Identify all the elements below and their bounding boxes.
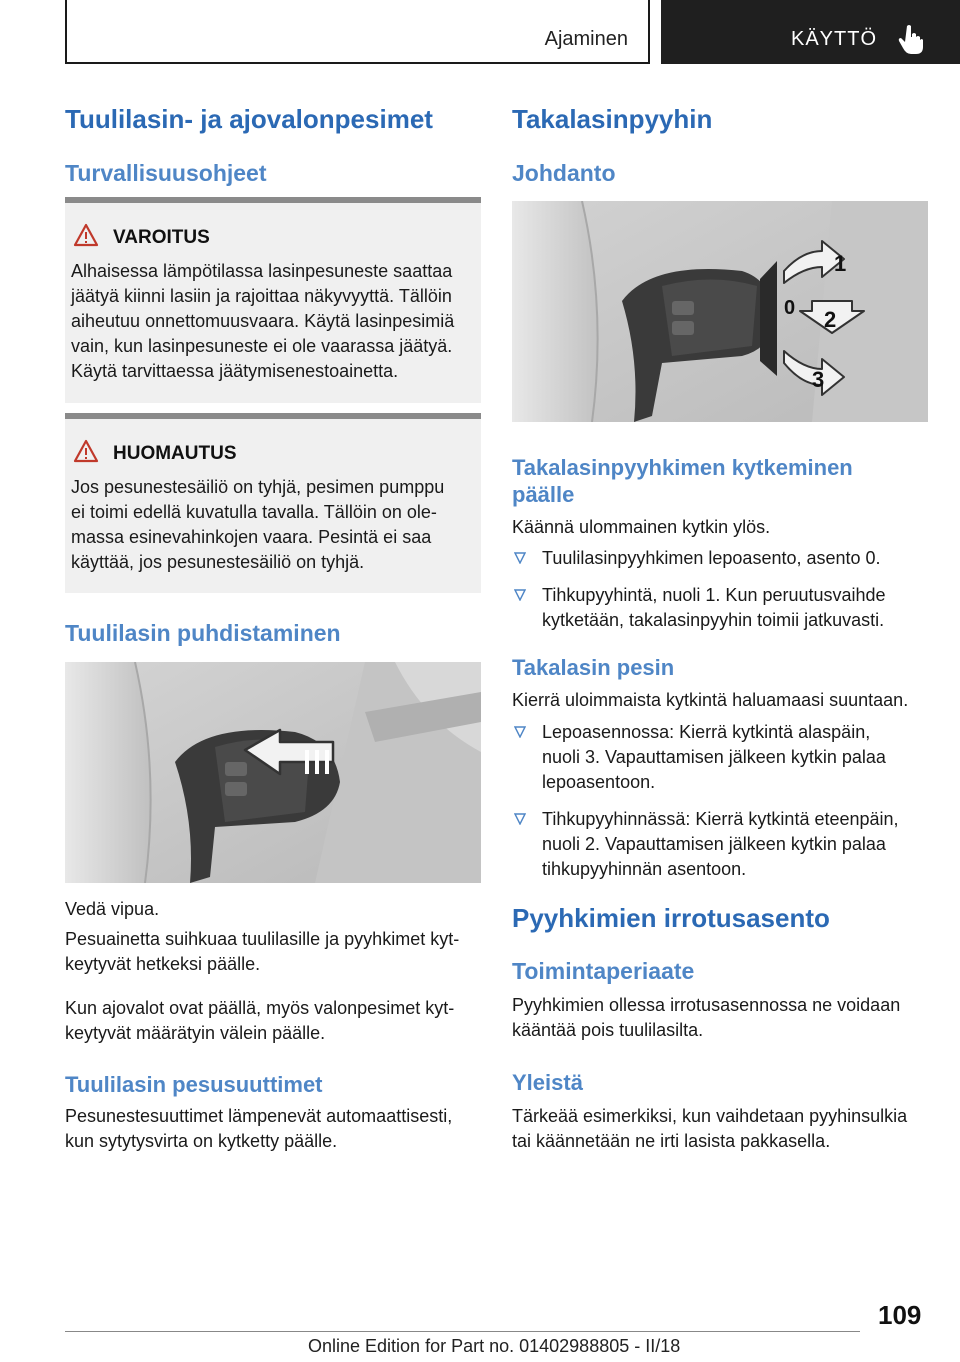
header-section-tab	[65, 0, 650, 64]
warning-line: Alhaisessa lämpötilassa lasinpesuneste saattaa	[71, 261, 453, 281]
rear-wiper-illustration	[512, 201, 928, 422]
nozzles-text	[65, 1104, 481, 1154]
heading-line: Takalasinpyyhkimen kytkeminen	[512, 455, 853, 480]
list-item-line: nuoli 3. Vapauttamisen jälkeen kytkin palaa	[542, 747, 886, 767]
cleaning-step: Vedä vipua.	[65, 899, 160, 919]
footer-divider	[65, 1331, 860, 1332]
text-line: keytyvät hetkeksi päälle.	[65, 954, 261, 974]
position-label-0: 0	[784, 297, 796, 319]
text-line: Tärkeää esimerkiksi, kun vaihdetaan pyyhinsulkia	[512, 1106, 908, 1126]
rear-wiper-title: Takalasinpyyhin	[512, 104, 713, 134]
notice-title: HUOMAUTUS	[113, 443, 237, 464]
footer-edition: Online Edition for Part no. 01402988805 - II/18	[308, 1336, 681, 1356]
warning-triangle-icon	[73, 439, 99, 463]
list-item-line: Tihkupyyhintä, nuoli 1. Kun peruutusvaihde	[542, 585, 886, 605]
heading-line: päälle	[512, 482, 575, 507]
rear-washer-list	[512, 720, 928, 890]
warning-line: aiheutuu onnettomuusvaara. Käytä lasinpesimiä	[71, 311, 455, 331]
text-line: Pyyhkimien ollessa irrotusasennossa ne voidaan	[512, 995, 901, 1015]
list-item-line: nuoli 2. Vapauttamisen jälkeen kytkin palaa	[542, 834, 886, 854]
release-position-title: Pyyhkimien irrotusasento	[512, 903, 830, 933]
text-line: Pesuainetta suihkuaa tuulilasille ja pyyhkimet kyt-	[65, 929, 460, 949]
warning-line: vain, kun lasinpesuneste ei ole vaarassa jäätyä.	[71, 336, 453, 356]
rear-wiper-figure	[512, 201, 928, 422]
text-line: kun sytytysvirta on kytketty päälle.	[65, 1131, 338, 1151]
switch-on-list	[512, 546, 928, 641]
arrow-label-1: 1	[834, 251, 847, 276]
notice-line: massa esinevahinkojen vaara. Pesintä ei saa	[71, 527, 432, 547]
nozzles-heading: Tuulilasin pesusuuttimet	[65, 1072, 323, 1097]
warning-box	[65, 197, 481, 403]
text-line: Kun ajovalot ovat päällä, myös valonpesimet kyt-	[65, 998, 455, 1018]
warning-line: Käytä tarvittaessa jäätymisenestoainetta.	[71, 361, 399, 381]
warning-line: jäätyä kiinni lasiin ja rajoittaa näkyvyyttä. Tällöin	[71, 286, 452, 306]
notice-box	[65, 413, 481, 593]
stalk-pull-illustration	[65, 662, 481, 883]
arrow-label-3: 3	[812, 367, 825, 392]
header-section-label: Ajaminen	[544, 28, 628, 50]
switch-on-heading	[512, 454, 928, 508]
cleaning-paragraph-2	[65, 996, 481, 1046]
header-chapter-label: KÄYTTÖ	[791, 28, 878, 50]
header-chapter-tab	[661, 0, 960, 64]
list-item-line: kytketään, takalasinpyyhin toimii jatkuvasti.	[542, 610, 885, 630]
text-line: keytyvät määrätyin välein päälle.	[65, 1023, 326, 1043]
rear-washer-heading: Takalasin pesin	[512, 655, 675, 680]
pointing-hand-icon	[898, 24, 924, 54]
section-title: Tuulilasin- ja ajovalonpesimet	[65, 104, 433, 134]
list-item-line: Tuulilasinpyyhkimen lepoasento, asento 0.	[542, 548, 881, 568]
list-item-line: Lepoasennossa: Kierrä kytkintä alaspäin,	[542, 722, 871, 742]
list-item-line: lepoasentoon.	[542, 772, 656, 792]
cleaning-paragraph-1	[65, 927, 481, 977]
warning-title: VAROITUS	[113, 227, 210, 248]
principle-text	[512, 993, 928, 1043]
intro-heading: Johdanto	[512, 160, 616, 186]
list-item	[512, 807, 928, 882]
notice-line: ei toimi edellä kuvatulla tavalla. Tällöin on ole-	[71, 502, 437, 522]
triangle-bullet-icon	[514, 552, 526, 564]
list-item	[512, 583, 928, 633]
text-line: Pesunestesuuttimet lämpenevät automaattisesti,	[65, 1106, 453, 1126]
triangle-bullet-icon	[514, 589, 526, 601]
text-line: tai käännetään ne irti lasista pakkasella.	[512, 1131, 831, 1151]
safety-heading: Turvallisuusohjeet	[65, 160, 267, 186]
cleaning-heading: Tuulilasin puhdistaminen	[65, 620, 341, 646]
list-item-line: Tihkupyyhinnässä: Kierrä kytkintä eteenpäin,	[542, 809, 899, 829]
principle-heading: Toimintaperiaate	[512, 958, 695, 984]
general-heading: Yleistä	[512, 1070, 583, 1095]
notice-line: käyttää, jos pesunestesäiliö on tyhjä.	[71, 552, 365, 572]
rear-washer-text: Kierrä uloimmaista kytkintä haluamaasi suuntaan.	[512, 690, 909, 710]
list-item	[512, 546, 928, 571]
page-number: 109	[878, 1300, 922, 1330]
notice-line: Jos pesunestesäiliö on tyhjä, pesimen pumppu	[71, 477, 445, 497]
notice-text	[71, 475, 479, 575]
warning-triangle-icon	[73, 223, 99, 247]
arrow-label-2: 2	[824, 307, 837, 332]
text-line: kääntää pois tuulilasilta.	[512, 1020, 704, 1040]
general-text	[512, 1104, 928, 1154]
list-item	[512, 720, 928, 795]
stalk-pull-figure	[65, 662, 481, 883]
warning-text	[71, 259, 479, 384]
switch-on-text: Käännä ulommainen kytkin ylös.	[512, 517, 771, 537]
triangle-bullet-icon	[514, 726, 526, 738]
list-item-line: tihkupyyhinnän asentoon.	[542, 859, 747, 879]
triangle-bullet-icon	[514, 813, 526, 825]
